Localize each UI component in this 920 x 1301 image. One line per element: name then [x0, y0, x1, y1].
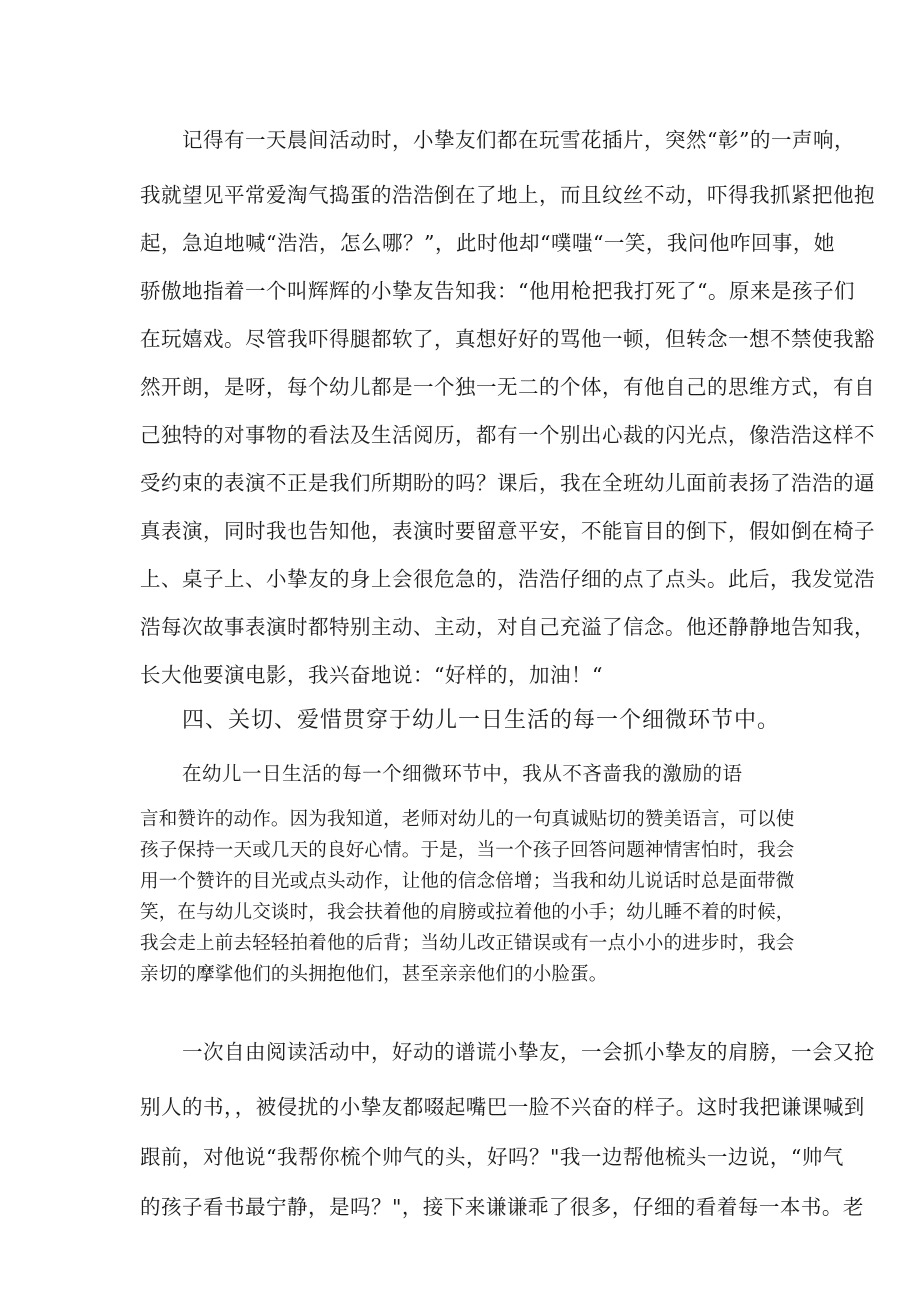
section-heading: 四、关切、爱惜贯穿于幼儿一日生活的每一个细微环节中。 [182, 708, 781, 733]
paragraph-line: 然开朗，是呀，每个幼儿都是一个独一无二的个体，有他自己的思维方式，有自 [140, 375, 875, 399]
paragraph-line: 上、桌子上、小挚友的身上会很危急的，浩浩仔细的点了点头。此后，我发觉浩 [140, 567, 875, 591]
paragraph-lead-line: 在幼儿一日生活的每一个细微环节中，我从不吝啬我的激励的语 [182, 762, 742, 785]
paragraph-line: 我就望见平常爱淘气捣蛋的浩浩倒在了地上，而且纹丝不动，吓得我抓紧把他抱 [140, 183, 875, 207]
paragraph-line: 受约束的表演不正是我们所期盼的吗？课后，我在全班幼儿面前表扬了浩浩的逼 [140, 471, 875, 495]
paragraph-line: 一次自由阅读活动中，好动的谱谎小挚友，一会抓小挚友的肩膀，一会又抢 [182, 1040, 875, 1064]
paragraph-line: 跟前，对他说“我帮你梳个帅气的头，好吗？"我一边帮他梳头一边说，“帅气 [140, 1145, 844, 1169]
paragraph-line: 别人的书，，被侵扰的小挚友都啜起嘴巴一脸不兴奋的样子。这时我把谦课喊到 [140, 1095, 865, 1119]
paragraph-line: 亲切的摩挲他们的头拥抱他们，甚至亲亲他们的小脸蛋。 [140, 964, 608, 985]
paragraph-line: 在玩嬉戏。尽管我吓得腿都软了，真想好好的骂他一顿，但转念一想不禁使我豁 [140, 327, 875, 351]
paragraph-line: 我会走上前去轻轻拍着他的后背；当幼儿改正错误或有一点小小的进步时，我会 [140, 933, 795, 954]
paragraph-line: 用一个赞许的目光或点头动作，让他的信念倍增；当我和幼儿说话时总是面带微 [140, 871, 795, 892]
paragraph-line: 孩子保持一天或几天的良好心情。于是，当一个孩子回答问题神情害怕时，我会 [140, 840, 795, 861]
paragraph-line: 记得有一天晨间活动时，小挚友们都在玩雪花插片，突然“彰”的一声响， [182, 128, 855, 152]
paragraph-line: 己独特的对事物的看法及生活阅历，都有一个别出心裁的闪光点，像浩浩这样不 [140, 423, 875, 447]
paragraph-line: 长大他要演电影，我兴奋地说：“好样的，加油！“ [140, 663, 603, 687]
paragraph-line: 起，急迫地喊“浩浩，怎么哪？”，此时他却“噗嗤“一笑，我问他咋回事，她 [140, 231, 835, 255]
paragraph-line: 骄傲地指着一个叫辉辉的小挚友告知我：“他用枪把我打死了“。原来是孩子们 [140, 279, 855, 303]
paragraph-line: 浩每次故事表演时都特别主动、主动，对自己充溢了信念。他还静静地告知我， [140, 615, 875, 639]
paragraph-line: 言和赞许的动作。因为我知道，老师对幼儿的一句真诚贴切的赞美语言，可以使 [140, 809, 795, 830]
paragraph-line: 真表演，同时我也告知他，表演时要留意平安，不能盲目的倒下，假如倒在椅子 [140, 519, 875, 543]
paragraph-line: 笑，在与幼儿交谈时，我会扶着他的肩膀或拉着他的小手；幼儿睡不着的时候， [140, 902, 795, 923]
paragraph-line: 的孩子看书最宁静，是吗？"，接下来谦谦乖了很多，仔细的看着每一本书。老 [140, 1195, 864, 1219]
